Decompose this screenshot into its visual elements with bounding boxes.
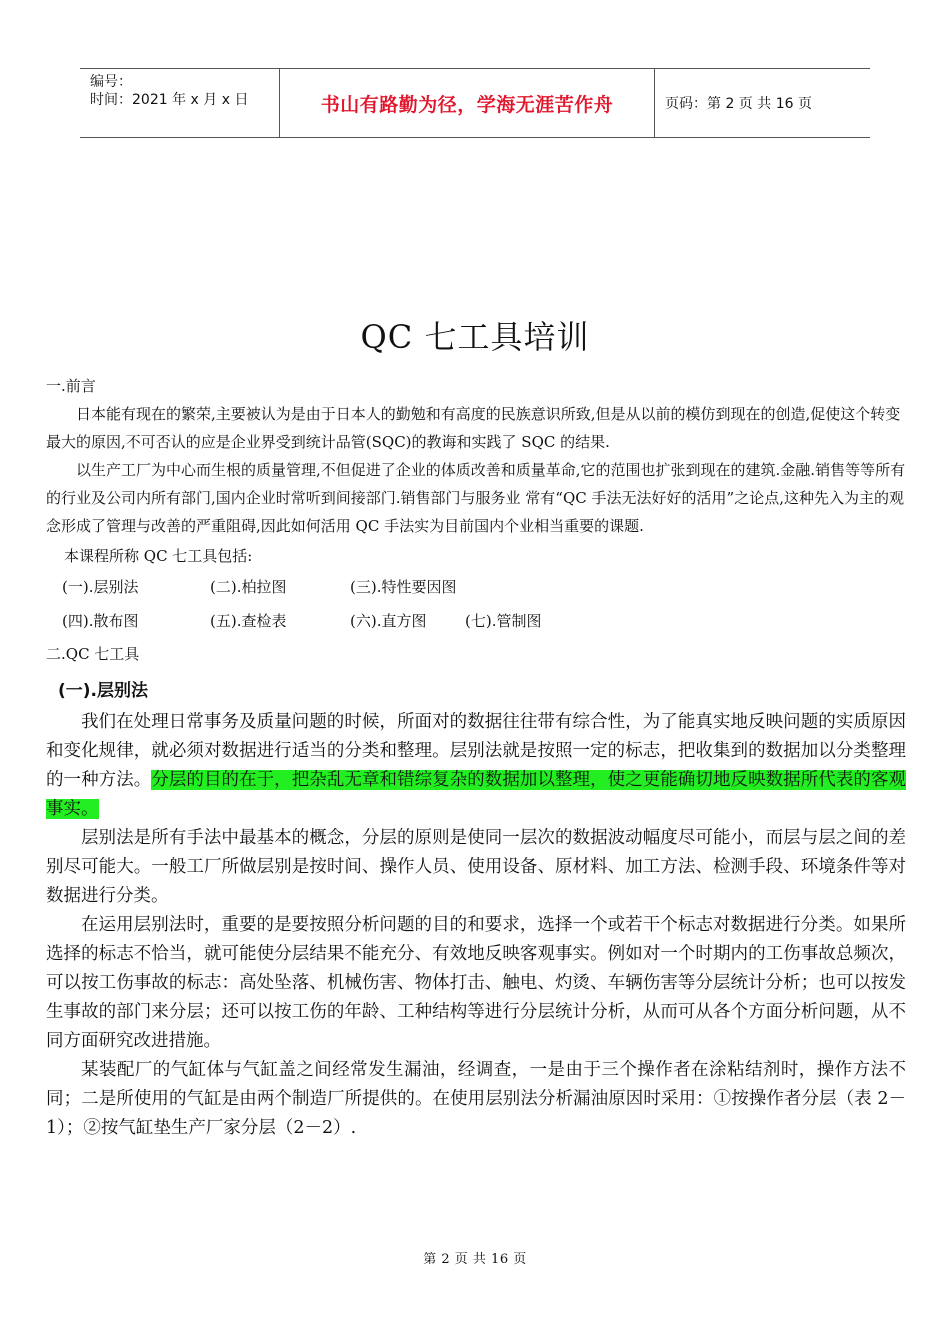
tool-item: (五).查检表	[210, 612, 287, 630]
preface-paragraph-1: 日本能有现在的繁荣,主要被认为是由于日本人的勤勉和有高度的民族意识所致,但是从以前的模仿到现在的创造,促使这个转变最大的原因,不可否认的应是企业界受到统计品管(SQC)的教诲和实践了 SQC 的结果.	[46, 405, 901, 451]
header-page-info: 页码：第 2 页 共 16 页	[665, 96, 812, 112]
header-motto: 书山有路勤为径，学海无涯苦作舟	[280, 69, 655, 137]
stratification-paragraph-1	[46, 708, 906, 824]
tool-item: (三).特性要因图	[350, 578, 457, 596]
tool-item: (一).层别法	[62, 578, 139, 596]
stratification-paragraph-2: 层别法是所有手法中最基本的概念，分层的原则是使同一层次的数据波动幅度尽可能小，而层与层之间的差别尽可能大。一般工厂所做层别是按时间、操作人员、使用设备、原材料、加工方法、检测手段、环境条件等对数据进行分类。	[46, 828, 906, 906]
header-meta	[80, 69, 280, 137]
preface-heading: 一.前言	[46, 377, 96, 395]
document-title: QC 七工具培训	[360, 318, 590, 356]
section2-heading: 二.QC 七工具	[46, 645, 140, 663]
tool-item: (六).直方图	[350, 612, 427, 630]
paragraph-text: 我们在处理日常事务及质量问题的时候，所面对的数据往往带有综合性，为了能真实地反映问题的实质原因和变化规律，就必须对数据进行适当的分类和整理。层别法就是按照一定的标志，把收集到的数据加以分类整理的一种方法。	[46, 712, 906, 790]
tool-item: (二).柏拉图	[210, 578, 287, 596]
document-body	[46, 372, 906, 1143]
doc-number-label: 编号：	[90, 74, 132, 90]
preface-paragraph-2: 以生产工厂为中心而生根的质量管理,不但促进了企业的体质改善和质量革命,它的范围也扩张到现在的建筑.金融.销售等等所有的行业及公司内所有部门,国内企业时常听到间接部门.销售部门与服务业 常有“QC 手法无法好好的活用”之论点,这种先入为主的观念形成了管理与改善的严重阻碍,因此如何活用 QC 手法实为目前国内个业相当重要的课题.	[46, 461, 906, 535]
page-header	[80, 68, 870, 138]
course-intro: 本课程所称 QC 七工具包括:	[64, 547, 253, 565]
tools-list-row-1	[46, 570, 906, 604]
tool-item: (四).散布图	[62, 612, 139, 630]
tools-list-row-2	[46, 604, 906, 638]
subsection-heading: (一).层别法	[58, 681, 148, 701]
tool-item: (七).管制图	[465, 612, 542, 630]
page-footer: 第 2 页 共 16 页	[423, 1252, 527, 1267]
doc-date: 时间：2021 年 x 月 x 日	[90, 92, 249, 108]
highlighted-text: 分层的目的在于，把杂乱无章和错综复杂的数据加以整理，使之更能确切地反映数据所代表的客观事实。	[46, 770, 906, 819]
stratification-paragraph-4: 某装配厂的气缸体与气缸盖之间经常发生漏油，经调查，一是由于三个操作者在涂粘结剂时，操作方法不同；二是所使用的气缸是由两个制造厂所提供的。在使用层别法分析漏油原因时采用：①按操作者分层（表 2－1）；②按气缸垫生产厂家分层（2－2）.	[46, 1060, 906, 1138]
stratification-paragraph-3: 在运用层别法时，重要的是要按照分析问题的目的和要求，选择一个或若干个标志对数据进行分类。如果所选择的标志不恰当，就可能使分层结果不能充分、有效地反映客观事实。例如对一个时期内的工伤事故总频次，可以按工伤事故的标志：高处坠落、机械伤害、物体打击、触电、灼烫、车辆伤害等分层统计分析；也可以按发生事故的部门来分层；还可以按工伤的年龄、工种结构等进行分层统计分析，从而可从各个方面分析问题，从不同方面研究改进措施。	[46, 915, 906, 1051]
